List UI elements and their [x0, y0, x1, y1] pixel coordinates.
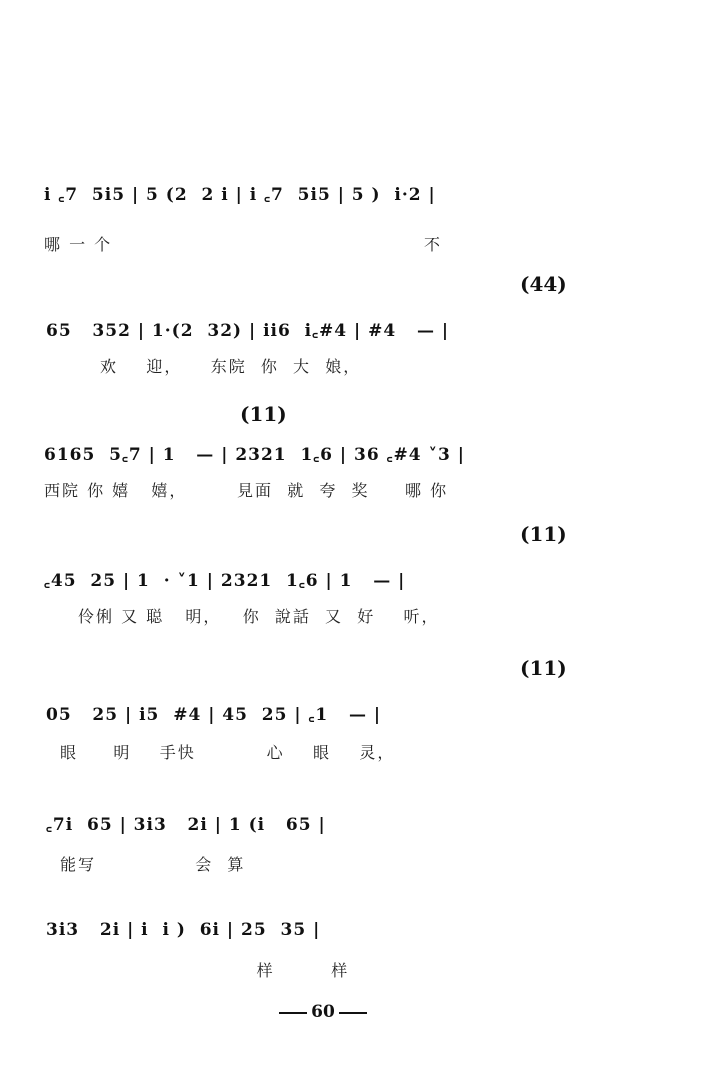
- repeat-tag-3: (11): [240, 402, 287, 426]
- lyrics-line-5: 眼 明 手快 心 眼 灵，: [60, 743, 396, 762]
- notes-line-4: ꜀45 25 | 1 · ˅1 | 2321 1꜀6 | 1 — |: [44, 571, 406, 591]
- repeat-tag-5: (11): [520, 656, 567, 680]
- notes-line-6: ꜀7i 65 | 3i3 2i | 1 (i 65 |: [46, 815, 326, 835]
- repeat-tag-2: (44): [520, 272, 567, 296]
- lyrics-line-7: 样 样: [44, 961, 350, 980]
- lyrics-line-3: 西院 你 嬉 嬉， 見面 就 夸 奖 哪 你: [44, 481, 449, 500]
- page-number: [268, 1002, 378, 1022]
- page-number-text: 60: [311, 1002, 335, 1022]
- notes-line-1: i ꜀7 5i5 | 5 (2 2 i | i ꜀7 5i5 | 5 ) i·2 |: [44, 185, 436, 205]
- notes-line-7: 3i3 2i | i i ) 6i | 25 35 |: [46, 920, 321, 940]
- repeat-tag-4: (11): [520, 522, 567, 546]
- lyrics-line-2: 欢 迎， 东院 你 大 娘，: [100, 357, 362, 376]
- notes-line-3: 6165 5꜀7 | 1 — | 2321 1꜀6 | 36 ꜀#4 ˅3 |: [44, 445, 465, 465]
- notes-line-2: 65 352 | 1·(2 32) | ii6 i꜀#4 | #4 — |: [46, 321, 450, 341]
- notes-line-5: 05 25 | i5 #4 | 45 25 | ꜀1 — |: [46, 705, 382, 725]
- lyrics-line-1: 哪 一 个 不: [44, 235, 442, 254]
- lyrics-line-4: 伶俐 又 聪 明， 你 說話 又 好 听，: [78, 607, 440, 626]
- lyrics-line-6: 能写 会 算: [60, 855, 246, 874]
